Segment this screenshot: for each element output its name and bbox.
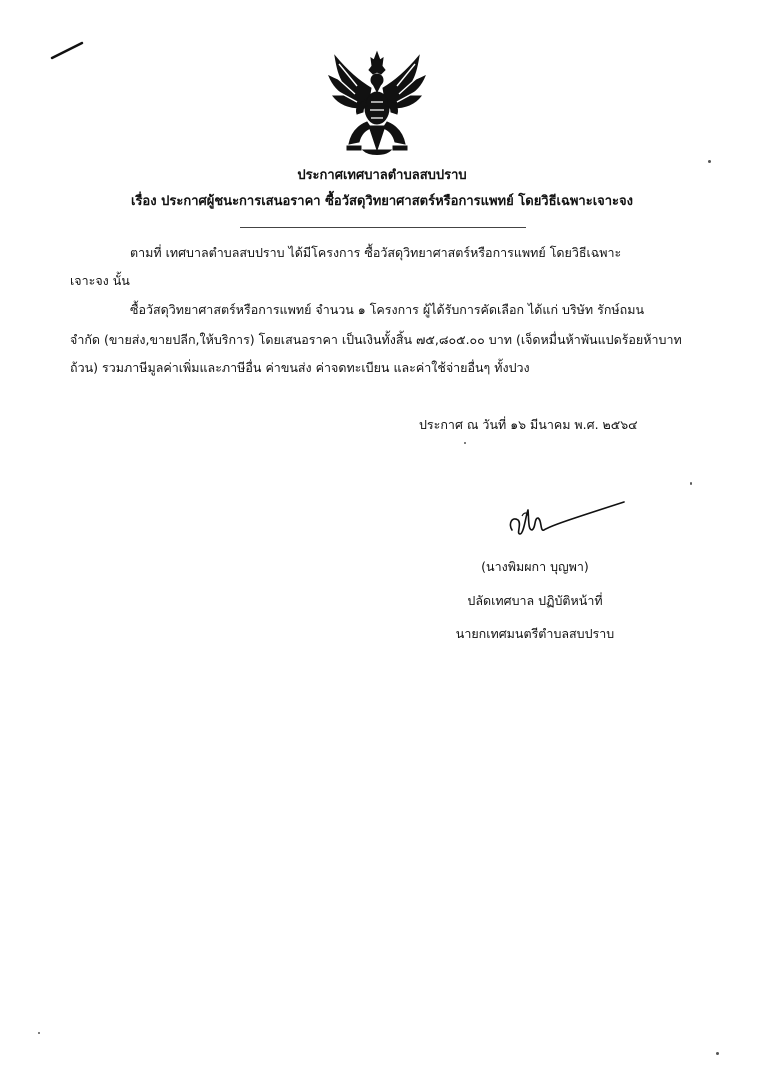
scan-speck xyxy=(716,1052,719,1055)
garuda-emblem-icon xyxy=(327,50,427,158)
signatory-acting-as: นายกเทศมนตรีตำบลสบปราบ xyxy=(455,626,615,641)
scan-pen-mark xyxy=(50,40,84,60)
scan-speck xyxy=(38,1032,40,1034)
paragraph-2-line-3: ถ้วน) รวมภาษีมูลค่าเพิ่มและภาษีอื่น ค่าขนส่ง ค่าจดทะเบียน และค่าใช้จ่ายอื่นๆ ทั้งปวง xyxy=(70,360,530,375)
scan-speck xyxy=(464,442,466,444)
paragraph-1-line-1: ตามที่ เทศบาลตำบลสบปราบ ได้มีโครงการ ซื้อวัสดุวิทยาศาสตร์หรือการแพทย์ โดยวิธีเฉพาะ xyxy=(130,245,622,260)
document-subject: เรื่อง ประกาศผู้ชนะการเสนอราคา ซื้อวัสดุวิทยาศาสตร์หรือการแพทย์ โดยวิธีเฉพาะเจาะจง xyxy=(131,194,633,209)
title-divider xyxy=(240,227,526,228)
handwritten-signature xyxy=(498,500,628,542)
paragraph-2-line-1: ซื้อวัสดุวิทยาศาสตร์หรือการแพทย์ จำนวน ๑ โครงการ ผู้ได้รับการคัดเลือก ได้แก่ บริษัท รักษ์ถมน xyxy=(130,302,644,317)
scan-speck xyxy=(708,160,711,163)
announcement-date: ประกาศ ณ วันที่ ๑๖ มีนาคม พ.ศ. ๒๕๖๔ xyxy=(419,417,638,432)
signatory-position: ปลัดเทศบาล ปฏิบัติหน้าที่ xyxy=(467,593,603,608)
scan-speck xyxy=(690,482,692,485)
signatory-name: (นางพิมผกา บุญพา) xyxy=(481,559,589,574)
paragraph-1-line-2: เจาะจง นั้น xyxy=(70,273,130,288)
document-heading: ประกาศเทศบาลตำบลสบปราบ xyxy=(297,168,467,183)
paragraph-2-line-2: จำกัด (ขายส่ง,ขายปลีก,ให้บริการ) โดยเสนอราคา เป็นเงินทั้งสิ้น ๗๕,๘๐๕.๐๐ บาท (เจ็ดหมื่นห้าพันแปดร้อยห้าบาท xyxy=(70,332,682,347)
